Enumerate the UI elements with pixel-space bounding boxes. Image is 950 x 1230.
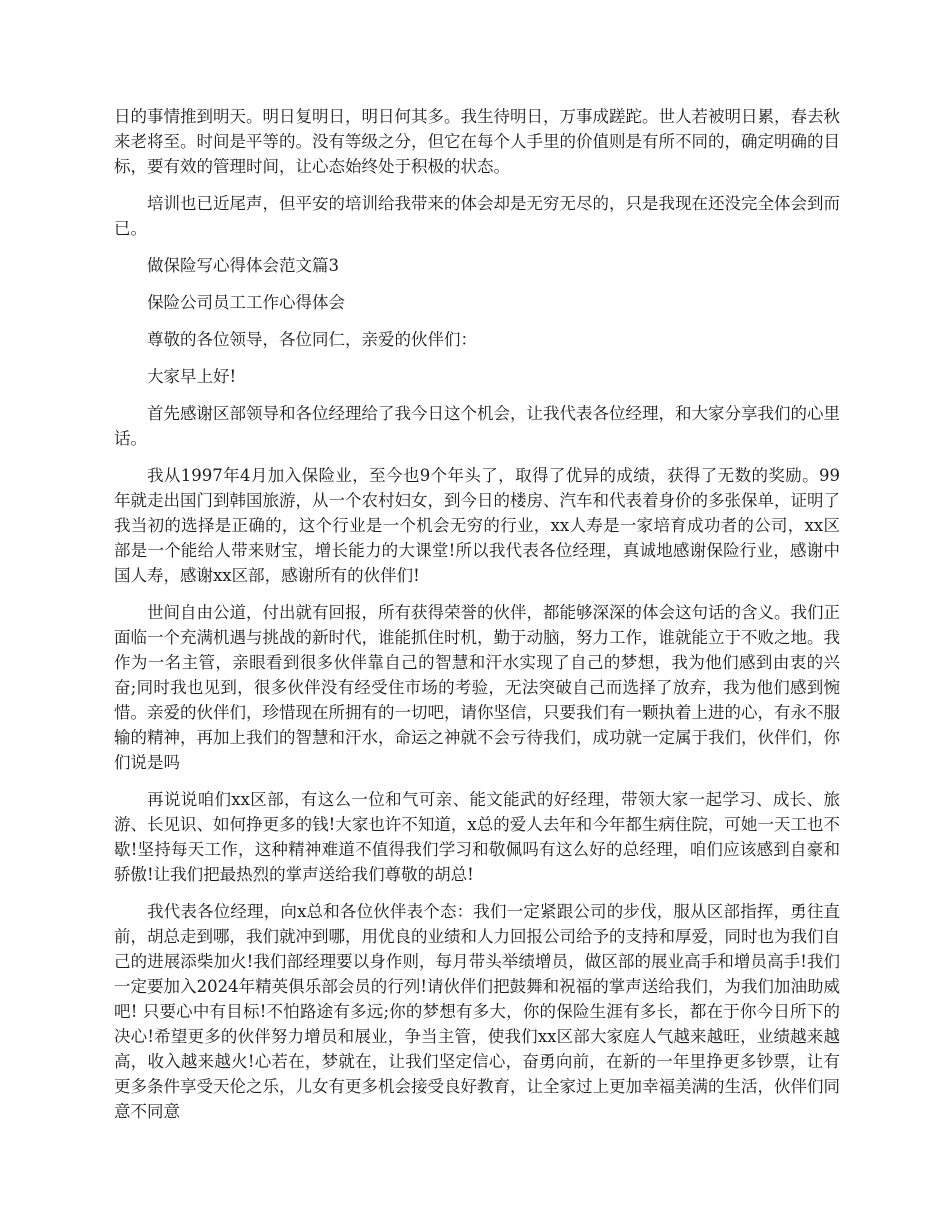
paragraph-continuation: 日的事情推到明天。明日复明日，明日何其多。我生待明日，万事成蹉跎。世人若被明日累，春去秋来老将至。时间是平等的。没有等级之分，但它在每个人手里的价值则是有所不同的，确定明确的目标，要有效的管理时间，让心态始终处于积极的状态。 (114, 107, 840, 176)
article-title: 保险公司员工工作心得体会 (147, 293, 345, 312)
paragraph-reward: 世间自由公道，付出就有回报，所有获得荣誉的伙伴，都能够深深的体会这句话的含义。我们正面临一个充满机遇与挑战的新时代，谁能抓住时机，勤于动脑，努力工作，谁就能立于不败之地。我作为一名主管，亲眼看到很多伙伴靠自己的智慧和汗水实现了自己的梦想，我为他们感到由衷的兴奋;同时我也见到，很多伙伴没有经受住市场的考验，无法突破自己而选择了放弃，我为他们感到惋惜。亲爱的伙伴们，珍惜现在所拥有的一切吧，请你坚信，只要我们有一颗执着上进的心，有永不服输的精神，再加上我们的智慧和汗水，命运之神就不会亏待我们，成功就一定属于我们，伙伴们，你们说是吗 (114, 603, 840, 772)
paragraph-career-history: 我从1997年4月加入保险业，至今也9个年头了，取得了优异的成绩，获得了无数的奖励。99年就走出国门到韩国旅游，从一个农村妇女，到今日的楼房、汽车和代表着身价的多张保单，证明了我当初的选择是正确的，这个行业是一个机会无穷的行业，xx人寿是一家培育成功者的公司，xx区部是一个能给人带来财宝，增长能力的大课堂!所以我代表各位经理，真诚地感谢保险行业，感谢中国人寿，感谢xx区部，感谢所有的伙伴们! (114, 466, 840, 585)
greeting: 大家早上好! (147, 367, 237, 386)
paragraph-pledge: 我代表各位经理，向x总和各位伙伴表个态：我们一定紧跟公司的步伐，服从区部指挥，勇往直前，胡总走到哪，我们就冲到哪，用优良的业绩和人力回报公司给予的支持和厚爱，同时也为我们自己的进展添柴加火!我们部经理要以身作则，每月带头举绩增员，做区部的展业高手和增员高手!我们一定要加入2024年精英俱乐部会员的行列!请伙伴们把鼓舞和祝福的掌声送给我们，为我们加油助威吧! 只要心中有目标!不怕路途有多远;你的梦想有多大，你的保险生涯有多长，都在于你今日所下的决心!希望更多的伙伴努力增员和展业，争当主管，使我们xx区部大家庭人气越来越旺，业绩越来越高，收入越来越火!心若在，梦就在，让我们坚定信心，奋勇向前，在新的一年里挣更多钞票，让有更多条件享受天伦之乐，儿女有更多机会接受良好教育，让全家过上更加幸福美满的生活，伙伴们同意不同意 (114, 902, 840, 1121)
section-heading: 做保险写心得体会范文篇3 (147, 256, 339, 275)
salutation: 尊敬的各位领导，各位同仁，亲爱的伙伴们： (147, 330, 477, 349)
paragraph-training-summary: 培训也已近尾声，但平安的培训给我带来的体会却是无穷无尽的，只是我现在还没完全体会到而已。 (114, 194, 840, 238)
paragraph-thanks: 首先感谢区部领导和各位经理给了我今日这个机会，让我代表各位经理，和大家分享我们的心里话。 (114, 404, 840, 448)
document-page (114, 104, 840, 1136)
paragraph-manager-praise: 再说说咱们xx区部，有这么一位和气可亲、能文能武的好经理，带领大家一起学习、成长、旅游、长见识、如何挣更多的钱!大家也许不知道，x总的爱人去年和今年都生病住院，可她一天工也不歇!坚持每天工作，这种精神难道不值得我们学习和敬佩吗有这么好的总经理，咱们应该感到自豪和骄傲!让我们把最热烈的掌声送给我们尊敬的胡总! (114, 790, 840, 884)
